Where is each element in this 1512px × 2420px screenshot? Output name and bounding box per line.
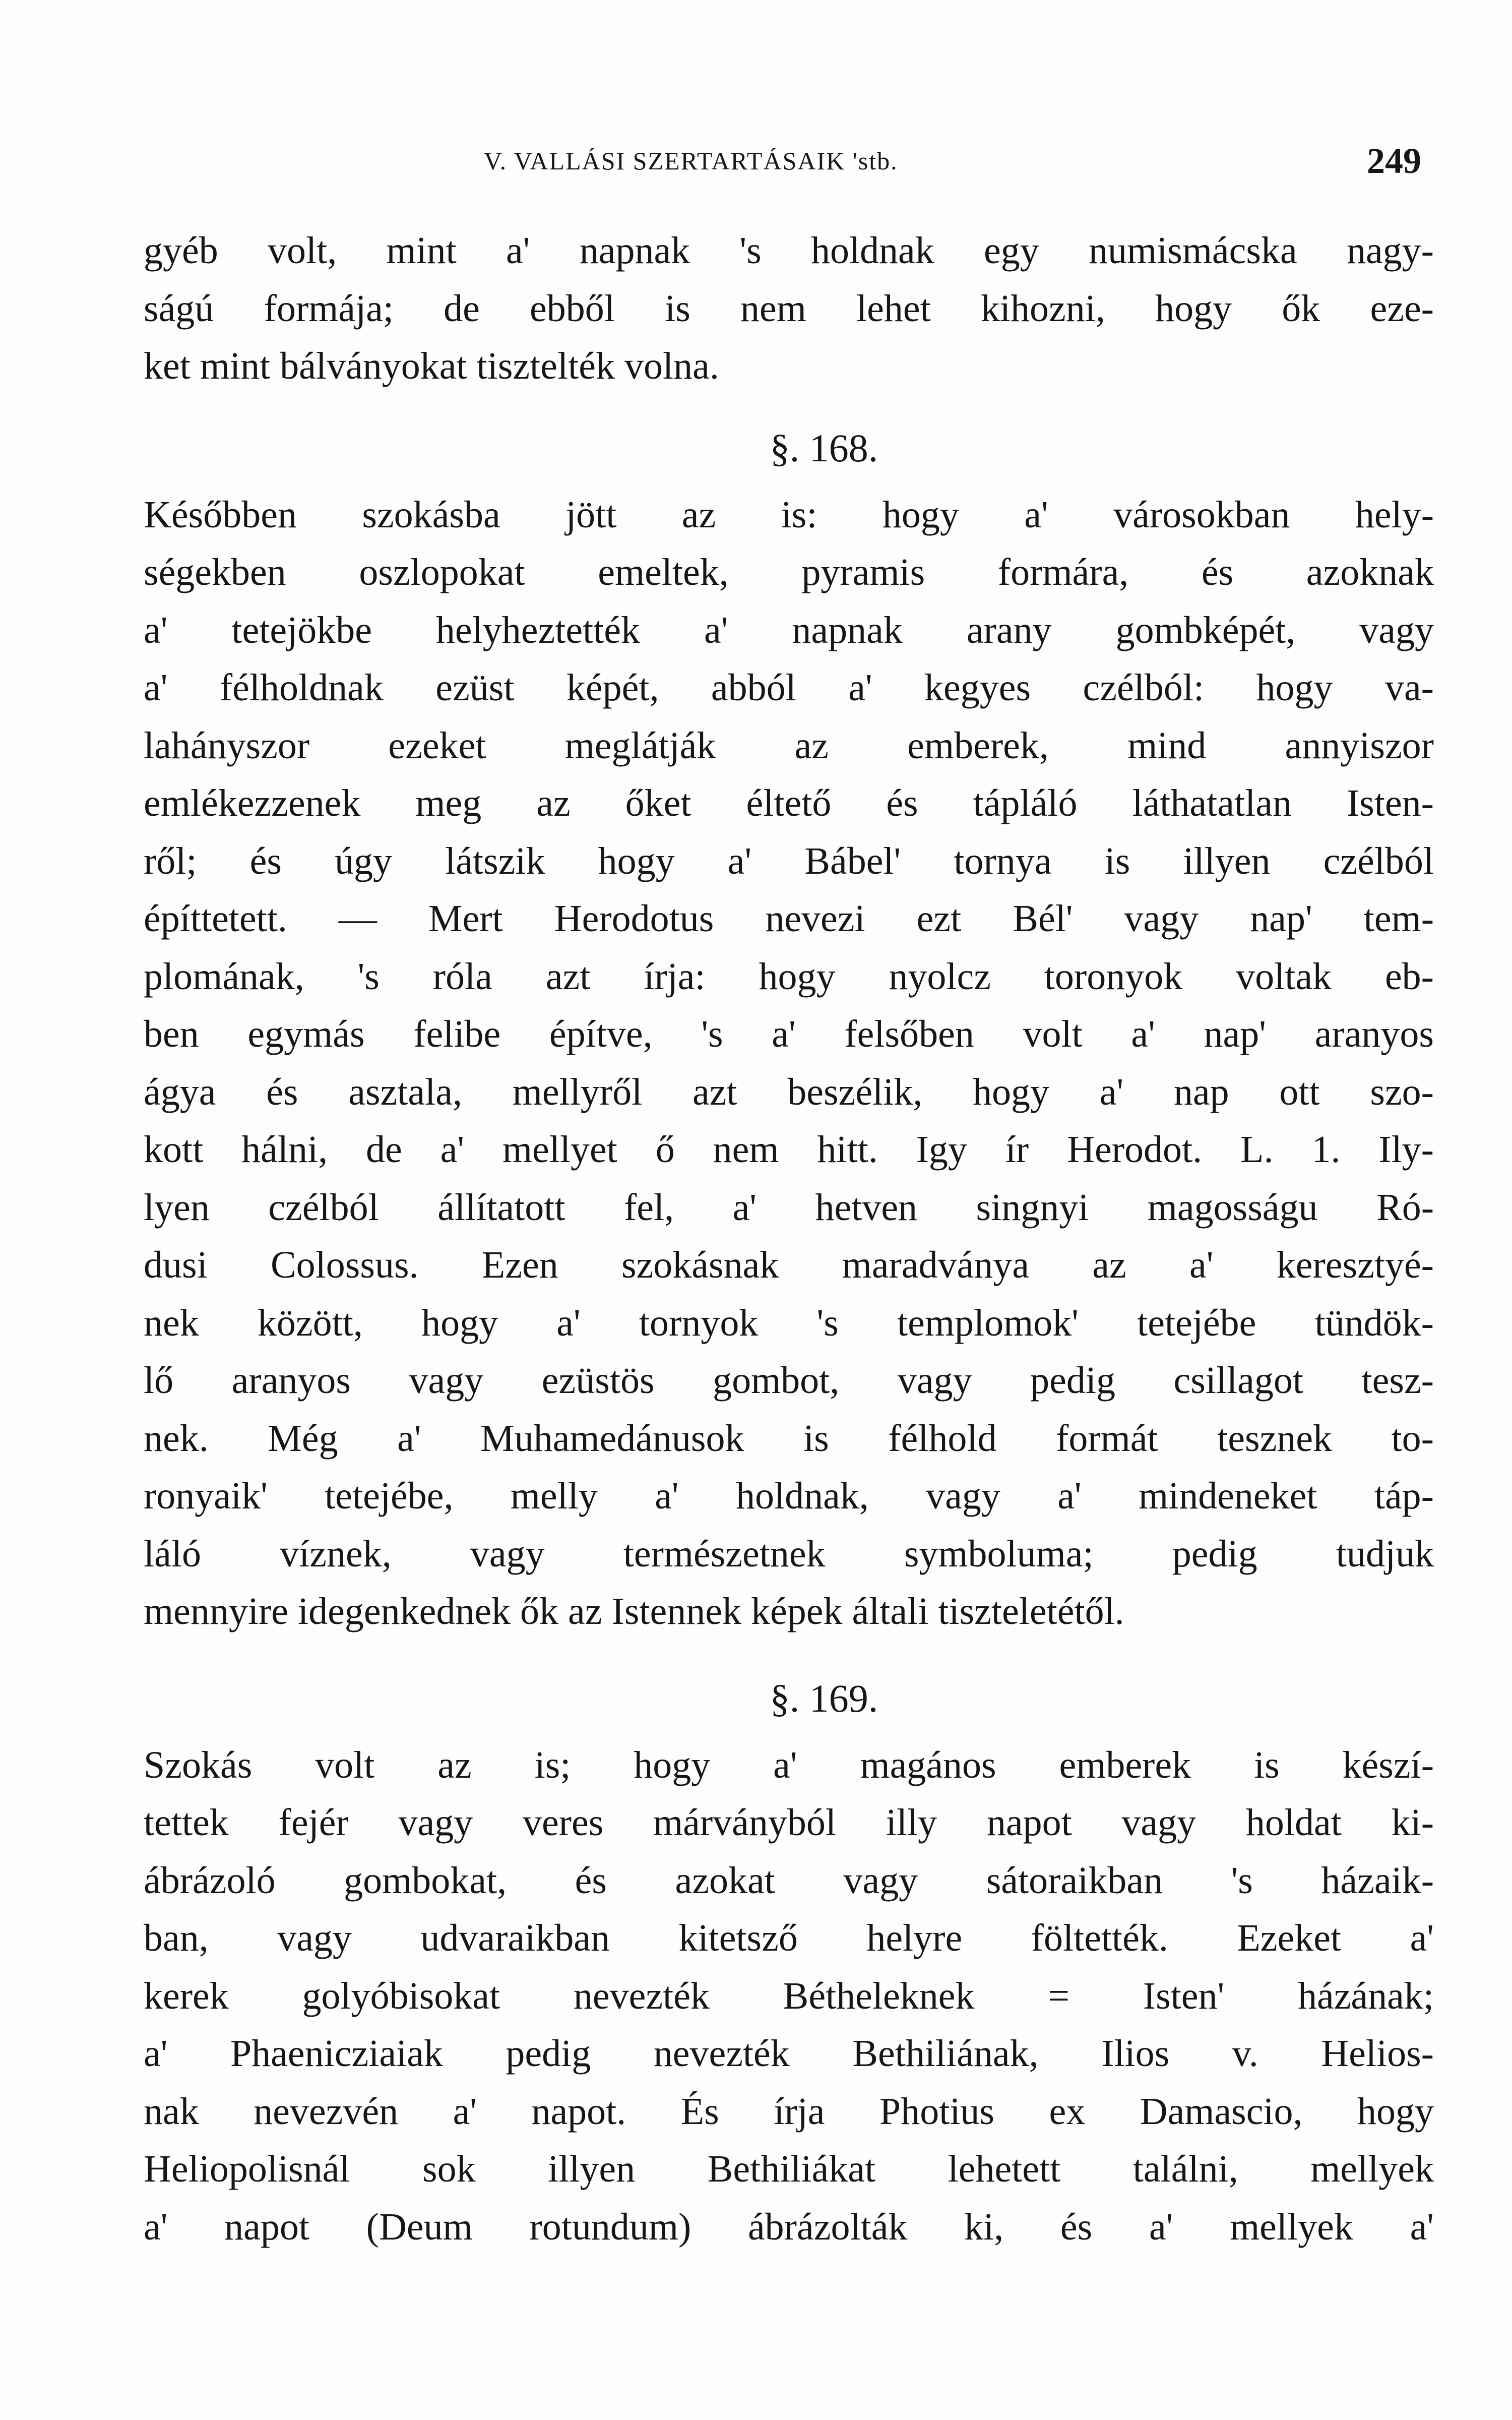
text-line: emlékezzenek meg az őket éltető és tápláló láthatatlan Isten- — [144, 782, 1434, 824]
page-number: 249 — [1367, 141, 1421, 181]
text-line: kott hálni, de a' mellyet ő nem hitt. Igy ír Herodot. L. 1. Ily- — [144, 1128, 1434, 1171]
text-line: nek között, hogy a' tornyok 's templomok' tetejébe tündök- — [144, 1301, 1434, 1344]
text-line: a' napot (Deum rotundum) ábrázolták ki, és a' mellyek a' — [144, 2205, 1434, 2248]
text-line: Heliopolisnál sok illyen Bethiliákat lehetett találni, mellyek — [144, 2148, 1434, 2190]
text-line: plomának, 's róla azt írja: hogy nyolcz toronyok voltak eb- — [144, 955, 1434, 998]
text-line: mennyire idegenkednek ők az Istennek képek általi tiszteletétől. — [144, 1590, 1124, 1632]
text-line: nak nevezvén a' napot. És írja Photius ex Damascio, hogy — [144, 2090, 1434, 2133]
running-head: V. VALLÁSI SZERTARTÁSAIK 'stb. — [484, 147, 898, 175]
section-heading-168: §. 168. — [770, 426, 878, 470]
text-line: ben egymás felibe építve, 's a' felsőben volt a' nap' aranyos — [144, 1013, 1434, 1055]
text-line: ségekben oszlopokat emeltek, pyramis formára, és azoknak — [144, 551, 1434, 593]
text-line: tettek fejér vagy veres márványból illy napot vagy holdat ki- — [144, 1801, 1434, 1844]
text-line: nek. Még a' Muhamedánusok is félhold formát tesznek to- — [144, 1417, 1434, 1460]
text-line: ábrázoló gombokat, és azokat vagy sátoraikban 's házaik- — [144, 1859, 1434, 1902]
text-line: a' tetejökbe helyheztették a' napnak arany gombképét, vagy — [144, 609, 1434, 651]
text-line: a' Phaenicziaiak pedig nevezték Bethiliának, Ilios v. Helios- — [144, 2032, 1434, 2075]
text-line: ronyaik' tetejébe, melly a' holdnak, vagy a' mindeneket táp- — [144, 1475, 1434, 1517]
paragraph-2 — [144, 486, 1434, 1641]
text-line: lahányszor ezeket meglátják az emberek, mind annyiszor — [144, 724, 1434, 767]
text-line: ágya és asztala, mellyről azt beszélik, hogy a' nap ott szo- — [144, 1070, 1434, 1113]
text-line: ket mint bálványokat tisztelték volna. — [144, 345, 719, 387]
text-line: a' félholdnak ezüst képét, abból a' kegyes czélból: hogy va- — [144, 667, 1434, 709]
text-line: láló víznek, vagy természetnek symboluma; pedig tudjuk — [144, 1532, 1434, 1575]
text-line: ban, vagy udvaraikban kitetsző helyre föltették. Ezeket a' — [144, 1917, 1434, 1959]
text-line: kerek golyóbisokat nevezték Bétheleknek = Isten' házának; — [144, 1974, 1434, 2017]
body-text — [144, 222, 1434, 2256]
page-header — [484, 141, 1421, 192]
paragraph-3 — [144, 1736, 1434, 2256]
text-line: gyéb volt, mint a' napnak 's holdnak egy numismácska nagy- — [144, 229, 1434, 272]
paragraph-1 — [144, 222, 1434, 395]
text-line: lő aranyos vagy ezüstös gombot, vagy pedig csillagot tesz- — [144, 1359, 1434, 1402]
text-line: Szokás volt az is; hogy a' magános emberek is készí- — [144, 1743, 1434, 1786]
section-heading-169: §. 169. — [770, 1676, 878, 1720]
text-line: ságú formája; de ebből is nem lehet kihozni, hogy ők eze- — [144, 287, 1434, 330]
text-line: építtetett. — Mert Herodotus nevezi ezt Bél' vagy nap' tem- — [144, 897, 1434, 940]
text-line: lyen czélból állítatott fel, a' hetven singnyi magosságu Ró- — [144, 1186, 1434, 1229]
text-line: Későbben szokásba jött az is: hogy a' városokban hely- — [144, 493, 1434, 536]
text-line: dusi Colossus. Ezen szokásnak maradványa az a' keresztyé- — [144, 1244, 1434, 1286]
text-line: ről; és úgy látszik hogy a' Bábel' tornya is illyen czélból — [144, 839, 1434, 882]
